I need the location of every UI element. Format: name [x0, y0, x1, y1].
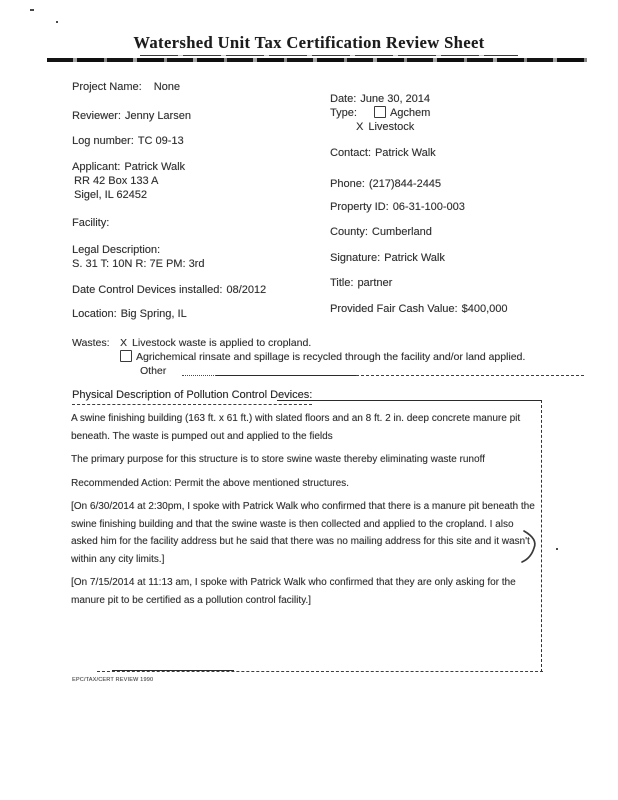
wastes-agrichemical-line: [120, 350, 525, 363]
reviewer-value: Jenny Larsen: [124, 110, 191, 122]
field-fair-cash-value: [330, 303, 507, 315]
livestock-waste-x-mark: X: [120, 337, 128, 349]
phone-label: Phone:: [330, 178, 365, 190]
field-reviewer: [72, 110, 191, 122]
phone-value: (217)844-2445: [368, 178, 442, 190]
facility-label: Facility:: [72, 217, 110, 229]
field-county: [330, 226, 432, 238]
date-value: June 30, 2014: [360, 93, 431, 105]
agchem-checkbox-icon: [374, 106, 386, 118]
location-label: Location:: [72, 308, 117, 320]
title-field-value: partner: [357, 277, 393, 289]
document-title: Watershed Unit Tax Certification Review Sheet: [133, 33, 485, 52]
applicant-value: Patrick Walk: [124, 161, 186, 173]
signature-label: Signature:: [330, 252, 381, 264]
field-type: [330, 106, 430, 119]
description-paragraph: Recommended Action: Permit the above mentioned structures.: [71, 477, 349, 489]
type-livestock-label: Livestock: [368, 121, 415, 133]
agrichemical-checkbox-icon: [120, 350, 132, 362]
type-agchem-label: Agchem: [389, 107, 431, 119]
title-underline: [47, 58, 587, 62]
field-property-id: [330, 201, 465, 213]
property-id-value: 06-31-100-003: [392, 201, 465, 213]
log-number-label: Log number:: [72, 135, 134, 147]
title-underline-thin: [140, 55, 518, 56]
applicant-address-line1: RR 42 Box 133 A: [74, 175, 159, 187]
legal-description-label: Legal Description:: [72, 244, 161, 256]
wastes-other-label: Other: [140, 365, 167, 377]
description-paragraph: [On 7/15/2014 at 11:13 am, I spoke with Patrick Walk who confirmed that they are only asking for the manure pit to be certified as a pollution control facility.]: [71, 577, 516, 606]
other-underline: [356, 375, 584, 376]
fair-cash-value-label: Provided Fair Cash Value:: [330, 303, 458, 315]
log-number-value: TC 09-13: [137, 135, 184, 147]
field-applicant: [72, 161, 185, 173]
field-contact: [330, 147, 436, 159]
wastes-agrichemical-text: Agrichemical rinsate and spillage is recycled through the facility and/or land applied.: [136, 351, 526, 363]
date-label: Date:: [330, 93, 357, 105]
field-phone: [330, 178, 441, 190]
applicant-label: Applicant:: [72, 161, 121, 173]
description-box-top-border: [277, 400, 542, 401]
description-paragraph: The primary purpose for this structure is to store swine waste thereby eliminating waste runoff: [71, 454, 485, 465]
scan-speck: [56, 21, 58, 23]
other-underline: [216, 375, 356, 376]
physical-description-heading: Physical Description of Pollution Control Devices:: [72, 389, 312, 405]
date-installed-value: 08/2012: [226, 284, 267, 296]
contact-label: Contact:: [330, 147, 371, 159]
fair-cash-value-value: $400,000: [461, 303, 508, 315]
legal-description-value: S. 31 T: 10N R: 7E PM: 3rd: [72, 258, 205, 270]
location-value: Big Spring, IL: [120, 308, 187, 320]
handwritten-paren-mark: [519, 529, 543, 565]
field-project-name: [72, 81, 180, 93]
field-log-number: [72, 135, 184, 147]
project-name-label: Project Name:: [72, 81, 142, 93]
other-underline: [182, 375, 216, 376]
field-signature: [330, 252, 445, 264]
field-date-installed: [72, 284, 266, 296]
livestock-x-mark: X: [356, 121, 364, 133]
scan-speck: [30, 9, 34, 11]
field-location: [72, 308, 187, 320]
description-paragraph: A swine finishing building (163 ft. x 61 ft.) with slated floors and an 8 ft. 2 in. deep concrete manure pit beneath. The waste is pumped out and applied to the fields: [71, 413, 521, 442]
field-date: [330, 93, 430, 105]
field-type-livestock: [356, 121, 414, 133]
property-id-label: Property ID:: [330, 201, 389, 213]
date-installed-label: Date Control Devices installed:: [72, 284, 223, 296]
county-value: Cumberland: [371, 226, 432, 238]
project-name-value: None: [153, 81, 180, 93]
county-label: County:: [330, 226, 368, 238]
description-box-bottom-border-solid: [112, 670, 234, 671]
footer-code: EPC/TAX/CERT REVIEW 1990: [72, 677, 154, 683]
wastes-label: Wastes:: [72, 337, 110, 349]
title-field-label: Title:: [330, 277, 354, 289]
scan-speck: [556, 548, 558, 550]
field-facility: [72, 217, 113, 229]
wastes-livestock-text: Livestock waste is applied to cropland.: [132, 337, 312, 349]
wastes-livestock-line: [120, 337, 311, 349]
description-paragraph: [On 6/30/2014 at 2:30pm, I spoke with Patrick Walk who confirmed that there is a manure pit beneath the swine finishing building and that the swine waste is then collected and applied to the cropland. I also asked him for the facility address but he said that there was no mailing address for this site and it wasn't within any city limits.]: [71, 501, 535, 565]
type-label: Type:: [330, 107, 357, 119]
signature-value: Patrick Walk: [384, 252, 445, 264]
description-box-bottom-border: [97, 671, 543, 672]
contact-value: Patrick Walk: [374, 147, 436, 159]
field-title: [330, 277, 392, 289]
reviewer-label: Reviewer:: [72, 110, 121, 122]
applicant-address-line2: Sigel, IL 62452: [74, 189, 147, 201]
description-box-text: [71, 410, 539, 615]
